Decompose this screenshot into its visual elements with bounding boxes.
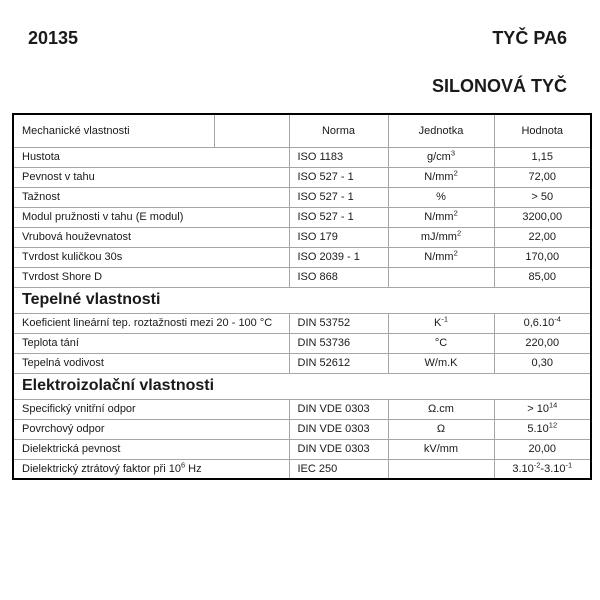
table-row	[13, 353, 591, 373]
table-body	[13, 147, 591, 479]
table-row	[13, 247, 591, 267]
jednotka-cell: $N/mm^2$	[388, 207, 494, 227]
hodnota-cell: 3200,00	[494, 207, 591, 227]
hodnota-cell: 22,00	[494, 227, 591, 247]
table-row	[13, 187, 591, 207]
hodnota-cell: 220,00	[494, 333, 591, 353]
property-cell: Tvrdost Shore D	[13, 267, 289, 287]
table-row	[13, 459, 591, 479]
jednotka-cell: $g/cm^3$	[388, 147, 494, 167]
jednotka-cell: Ω	[388, 419, 494, 439]
table-row	[13, 439, 591, 459]
property-cell: Dielektrický ztrátový faktor při $10^6$ Hz	[13, 459, 289, 479]
hodnota-cell: 0,30	[494, 353, 591, 373]
property-cell: Tvrdost kuličkou 30s	[13, 247, 289, 267]
property-cell: Tažnost	[13, 187, 289, 207]
column-header-hodnota: Hodnota	[494, 114, 591, 147]
table-row	[13, 419, 591, 439]
table-row	[13, 313, 591, 333]
document-number: 20135	[28, 28, 79, 48]
property-cell: Vrubová houževnatost	[13, 227, 289, 247]
section-title: Elektroizolační vlastnosti	[13, 373, 591, 399]
section-header-row	[13, 373, 591, 399]
norma-cell: DIN VDE 0303	[289, 419, 388, 439]
property-cell: Dielektrická pevnost	[13, 439, 289, 459]
jednotka-cell: $K^{-1}$	[388, 313, 494, 333]
table-row	[13, 227, 591, 247]
norma-cell: DIN VDE 0303	[289, 439, 388, 459]
jednotka-cell: W/m.K	[388, 353, 494, 373]
norma-cell: DIN VDE 0303	[289, 399, 388, 419]
norma-cell: ISO 2039 - 1	[289, 247, 388, 267]
property-cell: Modul pružnosti v tahu (E modul)	[13, 207, 289, 227]
document-title: TYČ PA6	[492, 28, 567, 48]
section-title-mechanical: Mechanické vlastnosti	[13, 114, 214, 147]
jednotka-cell: kV/mm	[388, 439, 494, 459]
jednotka-cell	[388, 267, 494, 287]
property-cell: Tepelná vodivost	[13, 353, 289, 373]
document-subtitle: SILONOVÁ TYČ	[431, 76, 567, 96]
property-cell: Pevnost v tahu	[13, 167, 289, 187]
hodnota-cell: 85,00	[494, 267, 591, 287]
property-cell: Specifický vnitřní odpor	[13, 399, 289, 419]
norma-cell: ISO 527 - 1	[289, 207, 388, 227]
properties-table	[12, 113, 592, 480]
norma-cell: ISO 179	[289, 227, 388, 247]
hodnota-cell: 72,00	[494, 167, 591, 187]
property-cell: Povrchový odpor	[13, 419, 289, 439]
jednotka-cell: $N/mm^2$	[388, 167, 494, 187]
norma-cell: ISO 527 - 1	[289, 187, 388, 207]
hodnota-cell: $0,6.10^{-4}$	[494, 313, 591, 333]
jednotka-cell	[388, 459, 494, 479]
norma-cell: DIN 53736	[289, 333, 388, 353]
table-row	[13, 167, 591, 187]
table-header-row	[13, 114, 591, 147]
table-row	[13, 207, 591, 227]
property-cell: Teplota tání	[13, 333, 289, 353]
hodnota-cell: $3.10^{-2}-3.10^{-1}$	[512, 460, 573, 475]
norma-cell: ISO 527 - 1	[289, 167, 388, 187]
property-cell: Hustota	[13, 147, 289, 167]
norma-cell: ISO 868	[289, 267, 388, 287]
section-header-row	[13, 287, 591, 313]
header-spacer-cell	[214, 114, 289, 147]
hodnota-cell: > $10^{14}$	[494, 399, 591, 419]
property-cell: Koeficient lineární tep. roztažnosti mezi 20 - 100 °C	[13, 313, 289, 333]
jednotka-cell: Ω.cm	[388, 399, 494, 419]
norma-cell: DIN 53752	[289, 313, 388, 333]
jednotka-cell: $mJ/mm^2$	[388, 227, 494, 247]
column-header-norma: Norma	[289, 114, 388, 147]
column-header-jednotka: Jednotka	[388, 114, 494, 147]
table-row	[13, 399, 591, 419]
hodnota-cell: > 50	[494, 187, 591, 207]
norma-cell: IEC 250	[289, 459, 388, 479]
table-row	[13, 267, 591, 287]
jednotka-cell: °C	[388, 333, 494, 353]
jednotka-cell: $N/mm^2$	[388, 247, 494, 267]
hodnota-cell: 1,15	[494, 147, 591, 167]
hodnota-cell: 5.10$^{12}$	[494, 419, 591, 439]
hodnota-cell: 20,00	[494, 439, 591, 459]
hodnota-cell: 170,00	[494, 247, 591, 267]
section-title: Tepelné vlastnosti	[13, 287, 591, 313]
table-row	[13, 147, 591, 167]
norma-cell: DIN 52612	[289, 353, 388, 373]
table-row	[13, 333, 591, 353]
jednotka-cell: %	[388, 187, 494, 207]
norma-cell: ISO 1183	[289, 147, 388, 167]
